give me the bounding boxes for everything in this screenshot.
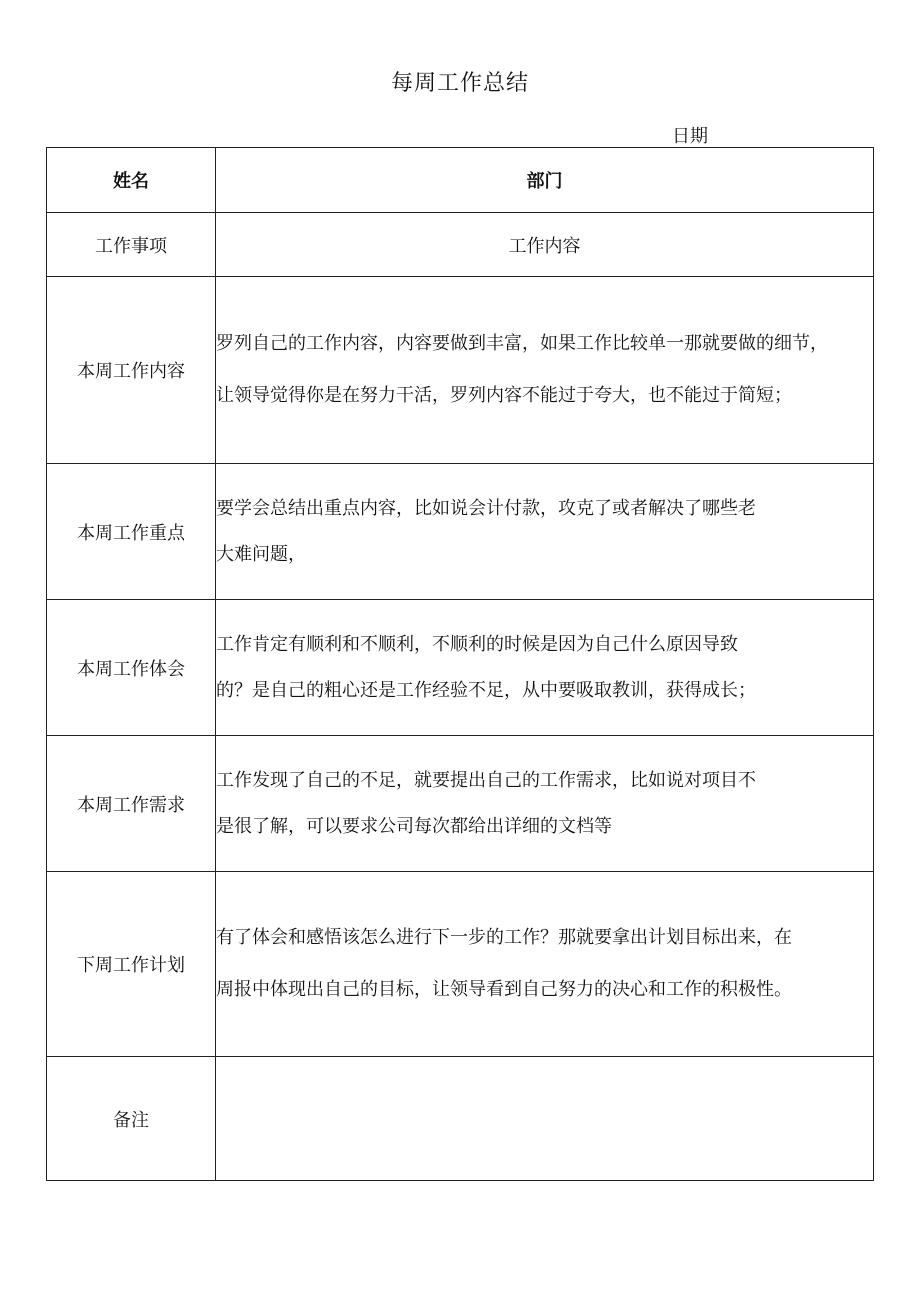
work-item-header: 工作事项 bbox=[47, 213, 216, 277]
table-row bbox=[47, 277, 874, 464]
row-label-next-week-plan: 下周工作计划 bbox=[47, 872, 216, 1057]
row-content-this-week-reflection bbox=[216, 600, 874, 736]
remarks-row bbox=[47, 1057, 874, 1181]
content-line: 工作发现了自己的不足，就要提出自己的工作需求，比如说对项目不 bbox=[216, 769, 756, 791]
row-content-this-week-content bbox=[216, 277, 874, 464]
table-row bbox=[47, 464, 874, 600]
content-line: 让领导觉得你是在努力干活，罗列内容不能过于夸大，也不能过于简短； bbox=[216, 385, 792, 406]
content-line: 大难问题， bbox=[216, 543, 306, 565]
content-line: 是很了解，可以要求公司每次都给出详细的文档等 bbox=[216, 815, 612, 837]
remarks-field[interactable] bbox=[216, 1057, 874, 1181]
row-content-next-week-plan bbox=[216, 872, 874, 1057]
remarks-label: 备注 bbox=[47, 1057, 216, 1181]
name-label: 姓名 bbox=[47, 148, 216, 213]
table-row bbox=[47, 872, 874, 1057]
content-line: 工作肯定有顺利和不顺利，不顺利的时候是因为自己什么原因导致 bbox=[216, 633, 738, 655]
summary-table bbox=[46, 147, 874, 1181]
row-label-this-week-reflection: 本周工作体会 bbox=[47, 600, 216, 736]
header-row bbox=[47, 148, 874, 213]
content-line: 的？是自己的粗心还是工作经验不足，从中要吸取教训，获得成长； bbox=[216, 679, 756, 701]
row-label-this-week-needs: 本周工作需求 bbox=[47, 736, 216, 872]
row-content-this-week-needs bbox=[216, 736, 874, 872]
content-line: 周报中体现出自己的目标，让领导看到自己努力的决心和工作的积极性。 bbox=[216, 979, 792, 1000]
page-title: 每周工作总结 bbox=[390, 71, 529, 96]
row-label-this-week-content: 本周工作内容 bbox=[47, 277, 216, 464]
content-line: 要学会总结出重点内容，比如说会计付款，攻克了或者解决了哪些老 bbox=[216, 497, 756, 519]
row-content-this-week-focus bbox=[216, 464, 874, 600]
table-row bbox=[47, 600, 874, 736]
row-label-this-week-focus: 本周工作重点 bbox=[47, 464, 216, 600]
content-line: 有了体会和感悟该怎么进行下一步的工作？那就要拿出计划目标出来，在 bbox=[216, 927, 792, 948]
column-header-row bbox=[47, 213, 874, 277]
content-line: 罗列自己的工作内容，内容要做到丰富，如果工作比较单一那就要做的细节， bbox=[216, 333, 828, 354]
work-content-header: 工作内容 bbox=[216, 213, 874, 277]
date-label: 日期 bbox=[672, 126, 708, 147]
department-label: 部门 bbox=[216, 148, 874, 213]
table-row bbox=[47, 736, 874, 872]
